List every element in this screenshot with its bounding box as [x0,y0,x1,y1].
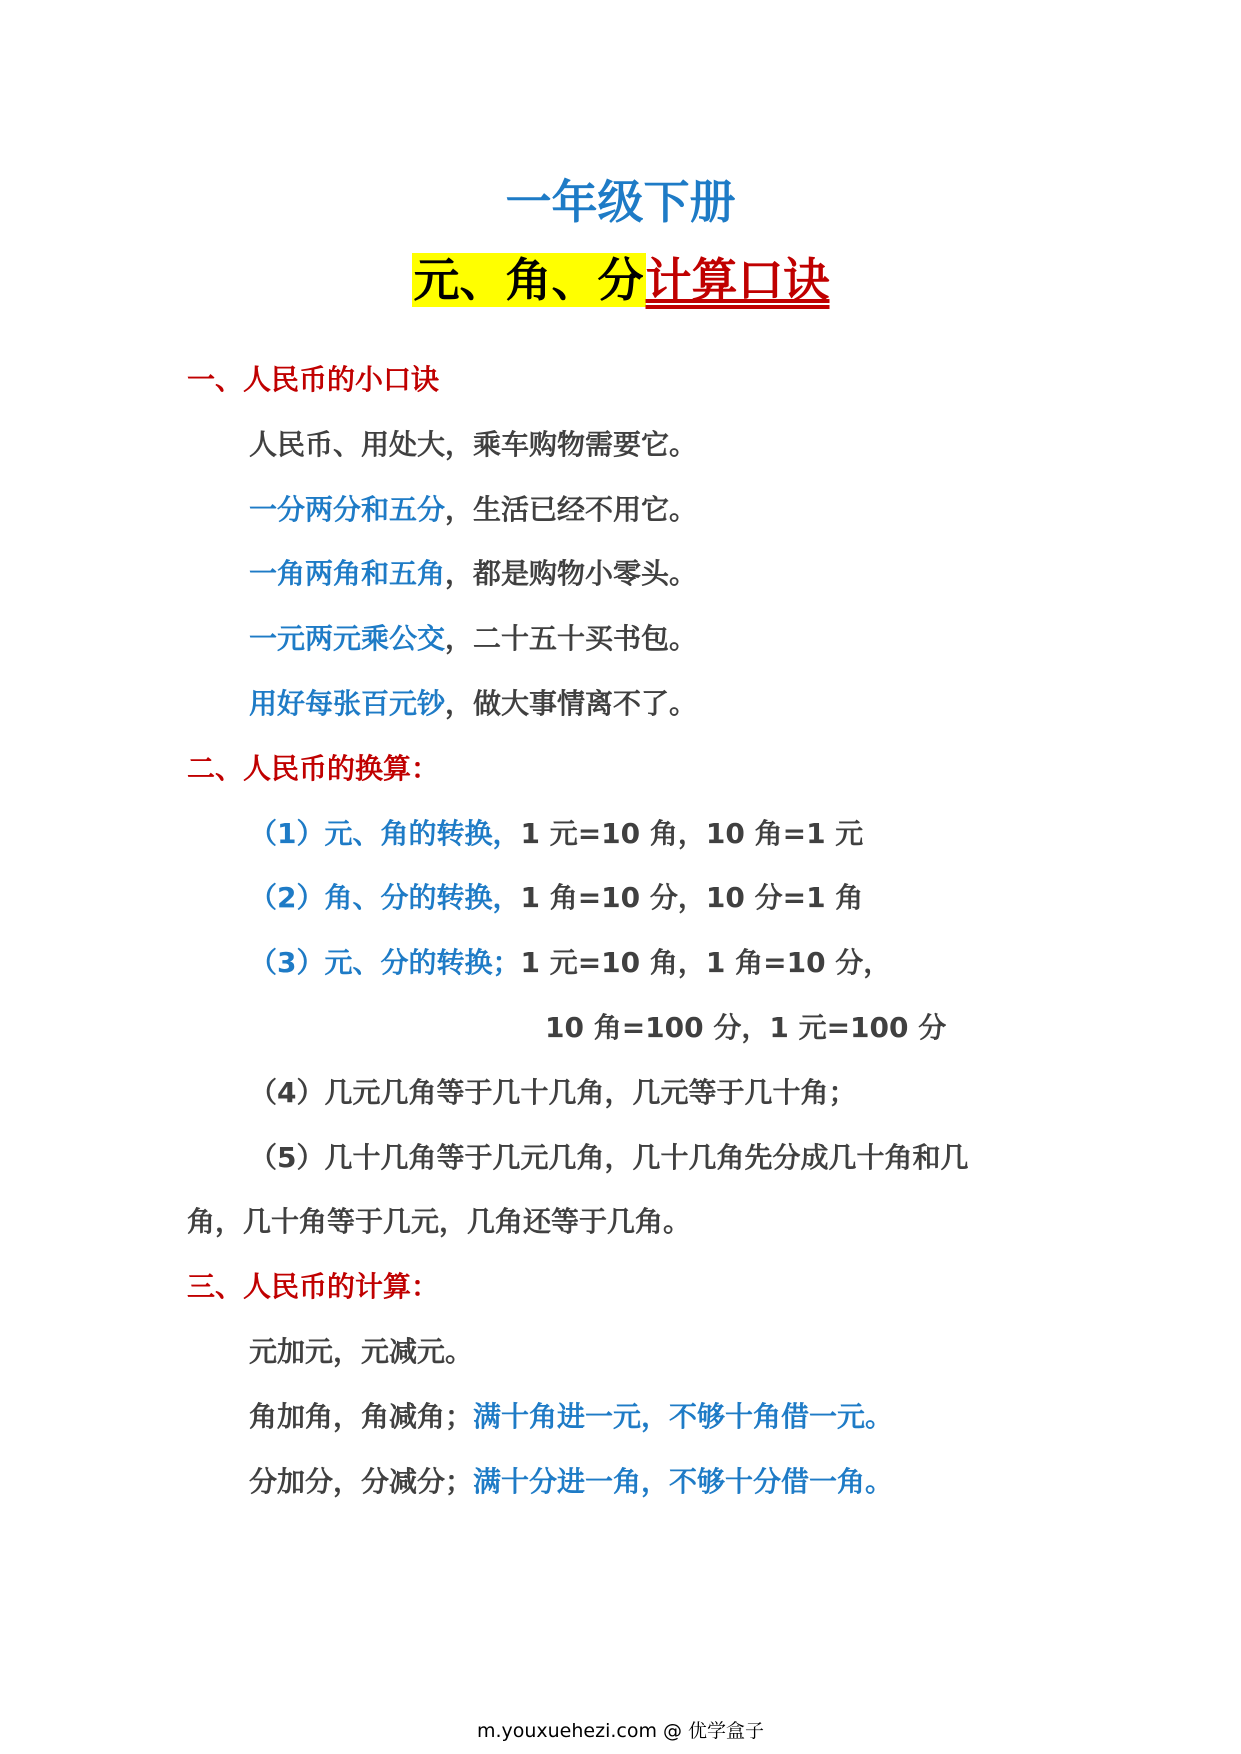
conversion-rule: 1 元=10 角，10 角=1 元 [520,817,864,850]
conversion-label: （2）角、分的转换， [249,881,521,914]
calc-rule-carry: 满十分进一角，不够十分借一角。 [473,1465,894,1498]
conversion-rule: 1 元=10 角，1 角=10 分， [520,946,892,979]
conversion-item-5-continued: 角，几十角等于几元，几角还等于几角。 [187,1205,692,1238]
rhyme-key: 一角两角和五角 [249,557,446,590]
calc-rule-fen [249,1462,893,1502]
footer-watermark: m.youxuehezi.com @ 优学盒子 [476,1720,765,1742]
rhyme-key: 用好每张百元钞 [249,687,446,720]
rhyme-key: 一分两分和五分 [249,493,446,526]
calc-rule-jiao [249,1397,893,1437]
section3-heading: 三、人民币的计算： [187,1270,440,1303]
subtitle-highlight: 元、角、分 [413,253,644,307]
rhyme-text: ，做大事情离不了。 [445,687,698,720]
conversion-label: （1）元、角的转换， [249,817,521,850]
calc-rule-text: 分加分，分减分； [249,1465,474,1498]
conversion-item-3 [249,943,891,983]
section1-heading: 一、人民币的小口诀 [187,363,440,396]
calc-rule-carry: 满十角进一元，不够十角借一元。 [473,1400,894,1433]
document-subtitle [0,248,1241,312]
conversion-rule: 1 角=10 分，10 分=1 角 [520,881,864,914]
rhyme-text: ，二十五十买书包。 [445,622,698,655]
rhyme-text: ，生活已经不用它。 [445,493,698,526]
section1-line-2 [249,490,697,530]
rhyme-text: ，都是购物小零头。 [445,557,698,590]
calc-rule-yuan: 元加元，元减元。 [249,1335,474,1368]
conversion-item-4: （4）几元几角等于几十几角，几元等于几十角； [249,1076,857,1109]
section1-line-4 [249,619,697,659]
conversion-item-5: （5）几十几角等于几元几角，几十几角先分成几十角和几 [249,1141,969,1174]
document-title: 一年级下册 [505,175,736,229]
rhyme-text: 人民币、用处大，乘车购物需要它。 [249,428,698,461]
conversion-item-3-continued: 10 角=100 分，1 元=100 分 [545,1011,947,1044]
conversion-item-1 [249,814,863,854]
conversion-label: （3）元、分的转换； [249,946,521,979]
section1-line-1 [249,425,697,465]
rhyme-key: 一元两元乘公交 [249,622,446,655]
section2-heading: 二、人民币的换算： [187,752,440,785]
section1-line-3 [249,554,697,594]
subtitle-rest: 计算口诀 [645,253,830,307]
section1-line-5 [249,684,697,724]
conversion-item-2 [249,878,863,918]
calc-rule-text: 角加角，角减角； [249,1400,474,1433]
